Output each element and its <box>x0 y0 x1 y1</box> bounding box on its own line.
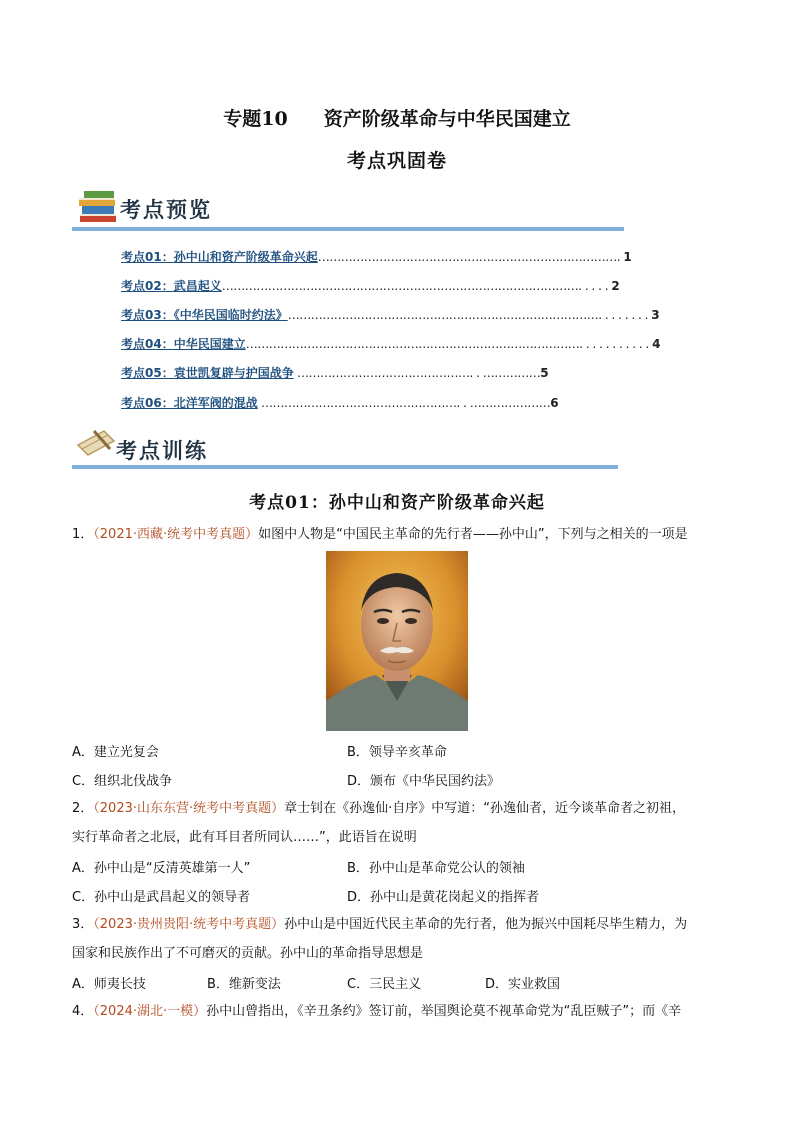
question-2-stem: 2．（2023·山东东营·统考中考真题）章士钊在《孙逸仙·自序》中写道：“孙逸仙者，近今谈革命者之初祖， <box>72 801 686 816</box>
topic-title: 资产阶级革命与中华民国建立 <box>323 108 571 130</box>
question-source: （2023·贵州贵阳·统考中考真题） <box>93 917 285 932</box>
toc-item-6[interactable]: 考点06：北洋军阀的混战 ……………………………………………. . …………………6 <box>121 396 559 410</box>
training-divider <box>72 465 618 469</box>
question-3-stem-continued: 国家和民族作出了不可磨灭的贡献。孙中山的革命指导思想是 <box>72 946 424 961</box>
training-heading: 考点训练 <box>116 438 208 463</box>
question-source: （2023·山东东营·统考中考真题） <box>93 801 285 816</box>
toc-item-4[interactable]: 考点04：中华民国建立……………………………………………………………………………. . . . . . . . . . . 4 <box>121 337 661 351</box>
toc-item-1[interactable]: 考点01：孙中山和资产阶级革命兴起……………………………………………………………………. 1 <box>121 250 632 264</box>
question-1-option-b[interactable]: B．领导辛亥革命 <box>347 745 447 760</box>
question-3-option-b[interactable]: B．维新变法 <box>207 977 281 992</box>
question-1-option-d[interactable]: D．颁布《中华民国约法》 <box>347 774 501 789</box>
question-2-option-c[interactable]: C．孙中山是武昌起义的领导者 <box>72 890 251 905</box>
question-2-option-b[interactable]: B．孙中山是革命党公认的领袖 <box>347 861 525 876</box>
page-title <box>0 104 794 131</box>
question-1-option-a[interactable]: A．建立光复会 <box>72 745 159 760</box>
toc-item-3[interactable]: 考点03：《中华民国临时约法》………………………………………………………………………. . . . . . . . 3 <box>121 308 660 322</box>
books-icon <box>76 186 120 226</box>
page-subtitle: 考点巩固卷 <box>346 150 447 172</box>
question-1-option-c[interactable]: C．组织北伐战争 <box>72 774 173 789</box>
notebook-icon <box>74 425 118 463</box>
preview-divider <box>72 227 624 231</box>
question-3-option-a[interactable]: A．师夷长技 <box>72 977 146 992</box>
toc-item-2[interactable]: 考点02：武昌起义…………………………………………………………………………………. . . . . 2 <box>121 279 620 293</box>
question-2-stem-continued: 实行革命者之北辰，此有耳目者所同认……”，此语旨在说明 <box>72 830 417 845</box>
training-header <box>72 425 622 471</box>
question-3-option-c[interactable]: C．三民主义 <box>347 977 422 992</box>
question-4-stem: 4．（2024·湖北·一模）孙中山曾指出，《辛丑条约》签订前，举国舆论莫不视革命党为“乱臣贼子”；而《辛 <box>72 1004 682 1019</box>
question-3-stem: 3．（2023·贵州贵阳·统考中考真题）孙中山是中国近代民主革命的先行者，他为振兴中国耗尽毕生精力，为 <box>72 917 688 932</box>
toc-item-5[interactable]: 考点05：袁世凯复辟与护国战争 ………………………………………. . ……………5 <box>121 366 549 380</box>
question-2-option-d[interactable]: D．孙中山是黄花岗起义的指挥者 <box>347 890 540 905</box>
preview-heading: 考点预览 <box>120 197 212 222</box>
question-source: （2024·湖北·一模） <box>93 1004 207 1019</box>
question-2-option-a[interactable]: A．孙中山是“反清英雄第一人” <box>72 861 251 876</box>
question-1-stem: 1．（2021·西藏·统考中考真题）如图中人物是“中国民主革命的先行者——孙中山”，下列与之相关的一项是 <box>72 527 688 542</box>
sun-yat-sen-portrait <box>326 551 468 731</box>
preview-header <box>72 186 628 232</box>
section-title: 考点01：孙中山和资产阶级革命兴起 <box>249 493 545 513</box>
question-source: （2021·西藏·统考中考真题） <box>93 527 259 542</box>
question-3-option-d[interactable]: D．实业救国 <box>485 977 561 992</box>
topic-number: 专题10 <box>223 108 288 130</box>
